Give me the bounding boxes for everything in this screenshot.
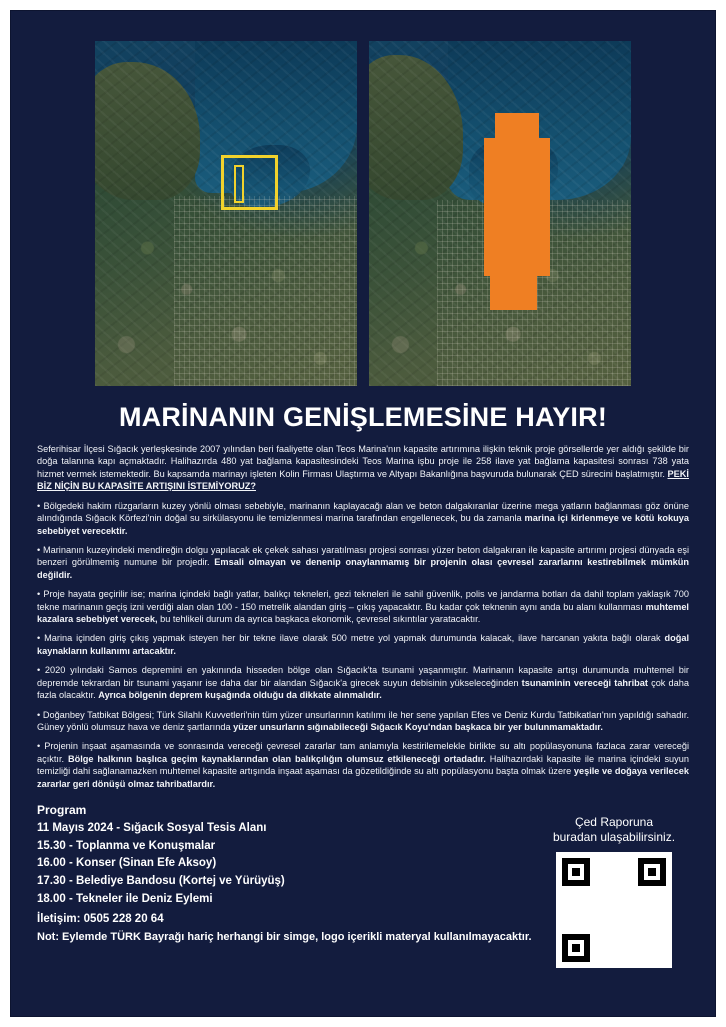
satellite-image-existing — [95, 41, 357, 386]
bullet-3-emphasis: muhtemel kazalara sebebiyet verecek, — [37, 601, 689, 625]
program-item-4: 18.00 - Tekneler ile Deniz Eylemi — [37, 892, 213, 905]
bullet-3 — [37, 588, 689, 625]
intro-paragraph — [37, 443, 689, 493]
body-text — [31, 443, 695, 790]
page-title: MARİNANIN GENİŞLEMESİNE HAYIR! — [118, 402, 608, 432]
bullet-5-emphasis: tsunaminin vereceği tahribat — [521, 677, 648, 688]
qr-finder-bottom-left — [562, 934, 590, 962]
qr-finder-top-right — [638, 858, 666, 886]
bullet-4-emphasis: doğal kaynakların kullanımı artacaktır. — [37, 633, 689, 656]
program-item-3: 17.30 - Belediye Bandosu (Kortej ve Yürüyüş) — [37, 875, 285, 888]
bullet-4 — [37, 632, 689, 657]
qr-caption-line-2: buradan ulaşabilirsiniz. — [552, 830, 676, 845]
proposed-expansion-area-north — [495, 113, 540, 148]
qr-caption — [539, 815, 689, 846]
bullet-7-emphasis: Bölge halkının başlıca geçim kaynaklarından olan balıkçılığın olumsuz etkileneceği ortadadır. — [67, 753, 486, 764]
bullet-5-text-tail: çok daha fazla olacaktır. — [37, 677, 689, 701]
intro-question: PEKİ BİZ NİÇİN BU KAPASİTE ARTIŞINI İSTEMİYORUZ? — [37, 468, 689, 492]
proposed-expansion-area-south — [490, 262, 537, 310]
bullet-2-text: • Marinanın kuzeyindeki mendireğin dolgu yapılacak ek çekek sahası yaratılması projesi sonrası yüzer beton dalgakıran ile kapasite artırımı projesi dünyada eşi benzeri görülmemiş numune bir projedir. — [37, 544, 689, 568]
qr-block[interactable] — [539, 815, 689, 968]
bullet-2-emphasis: Emsali olmayan ve denenip onaylanmamış bir projenin olası çevresel zararlarını kestirebilmek mümkün değildir. — [37, 557, 689, 580]
program-item-1: 15.30 - Toplanma ve Konuşmalar — [37, 839, 216, 852]
contact-line: İletişim: 0505 228 20 64 — [37, 912, 164, 925]
bullet-7 — [37, 740, 689, 790]
bullet-7-text: • Projenin inşaat aşamasında ve sonrasında vereceği çevresel zararlar tam anlamıyla kestirilemelekle birlikte su altı popülasyonuna fazlaca zarar vereceği açıktır. — [37, 741, 689, 764]
qr-finder-top-left — [562, 858, 590, 886]
existing-marina-marker-inner — [234, 165, 244, 203]
program-section — [31, 797, 461, 909]
satellite-image-expansion — [369, 41, 631, 386]
bullet-1 — [37, 500, 689, 537]
program-heading: Program — [37, 803, 87, 818]
bullet-6-text: • Doğanbey Tatbikat Bölgesi; Türk Silahlı Kuvvetleri'nin tüm yüzer unsurlarının katılımı ile her sene yapılan Efes ve Deniz Kurdu Tatbikatları'nın yapıldığı sahadır. Güney yönlü olumsuz hava ve deniz şartlarında — [37, 709, 689, 733]
bullet-7-text-tail: Halihazırdaki kapasite ile marina içindeki suyun temizliği dahi sağlanamazken muhtemel kapasite artışında inşaat aşaması da gözetildiğinde su altı popülasyonu başta olmak üzere — [37, 753, 689, 777]
bullet-7-emphasis-2: yeşile ve doğaya verilecek zararlar geri dönüşü olmaz tahribatlardır. — [37, 766, 689, 789]
qr-code-icon[interactable] — [556, 852, 672, 968]
intro-text: Seferihisar İlçesi Sığacık yerleşkesinde 2007 yılından beri faaliyette olan Teos Marina'nın kapasite artırımına ilişkin teknik proje görsellerde yer aldığı şekilde bir doğa talanına kapı açmaktadır. Halihazırda 480 yat bağlama kapasitesindeki Teos Marina işbu proje ile 258 ilave yat bağlama kapasitesi sonrası 738 yata hizmet vermek istemektedir. Bu kapsamda marinayı işleten Kolin Firması Ulaştırma ve Altyapı Bakanlığına başvuruda bulunarak ÇED sürecini başlatmıştır. — [37, 444, 689, 479]
bullet-5-text: • 2020 yılındaki Samos depremini en yakınında hisseden bölge olan Sığacık'ta tsunami yaşanmıştır. Marinanın kapasite artışı durumunda muhtemel bir depremde tekrardan bir tsunami yaşanır ise daha dar bir alandan Sığacık'a girecek suyun debisinin yükseleceğinden — [37, 665, 689, 688]
bullet-5-emphasis-2: Ayrıca bölgenin deprem kuşağında olduğu da dikkate alınmalıdır. — [98, 690, 382, 701]
existing-marina-marker — [221, 155, 279, 210]
bullet-6-emphasis: yüzer unsurların sığınabileceği Sığacık Koyu'ndan başkaca bir yer bulunmamaktadır. — [233, 722, 603, 733]
town-grid-left — [174, 196, 357, 386]
bullet-1-emphasis: marina içi kirlenmeye ve kötü kokuya sebebiyet verecektir. — [37, 513, 689, 536]
bullet-5 — [37, 664, 689, 701]
bullet-3-text: • Proje hayata geçirilir ise; marina içindeki bağlı yatlar, balıkçı tekneleri, gezi tekneleri ile sahil güvenlik, polis ve jandarma botları da dahil toplam yaklaşık 700 tekne marinanın geçiş izni verdiği alan olan 100 - 150 metrelik alandan giriş – çıkış yapacaktır. Bu kadar çok teknenin aynı anda bu alanı kullanması — [37, 589, 689, 612]
poster — [10, 10, 716, 1017]
bullet-3-text-tail: bu tehlikeli durum da ayrıca başkaca ekonomik, çevresel sıkıntılar yaratacaktır. — [157, 614, 481, 625]
proposed-expansion-area — [484, 138, 550, 276]
bullet-6 — [37, 709, 689, 734]
program-date: 11 Mayıs 2024 - Sığacık Sosyal Tesis Alanı — [37, 821, 267, 834]
image-row — [31, 41, 695, 386]
bullet-2 — [37, 544, 689, 581]
bullet-1-text: • Bölgedeki hakim rüzgarların kuzey yönlü olması sebebiyle, marinanın kaplayacağı alan ve beton dalgakıranlar üzerine mega yatların bağlanması göz önüne alındığında Sığacık Körfezi'nin doğal su sirkülasyonu ile temizlenmesi marina tarafından engellenecek, bu da zamanla — [37, 500, 689, 524]
footer-note: Not: Eylemde TÜRK Bayrağı hariç herhangi bir simge, logo içerikli materyal kullanılmayacaktır. — [37, 930, 532, 943]
qr-caption-line-1: Çed Raporuna — [574, 814, 654, 829]
bullet-4-text: • Marina içinden giriş çıkış yapmak isteyen her bir tekne ilave olarak 500 metre yol yapmak durumunda kalacak, ilave harcanan yakıta bağlı olarak — [37, 633, 665, 644]
program-item-2: 16.00 - Konser (Sinan Efe Aksoy) — [37, 857, 217, 870]
